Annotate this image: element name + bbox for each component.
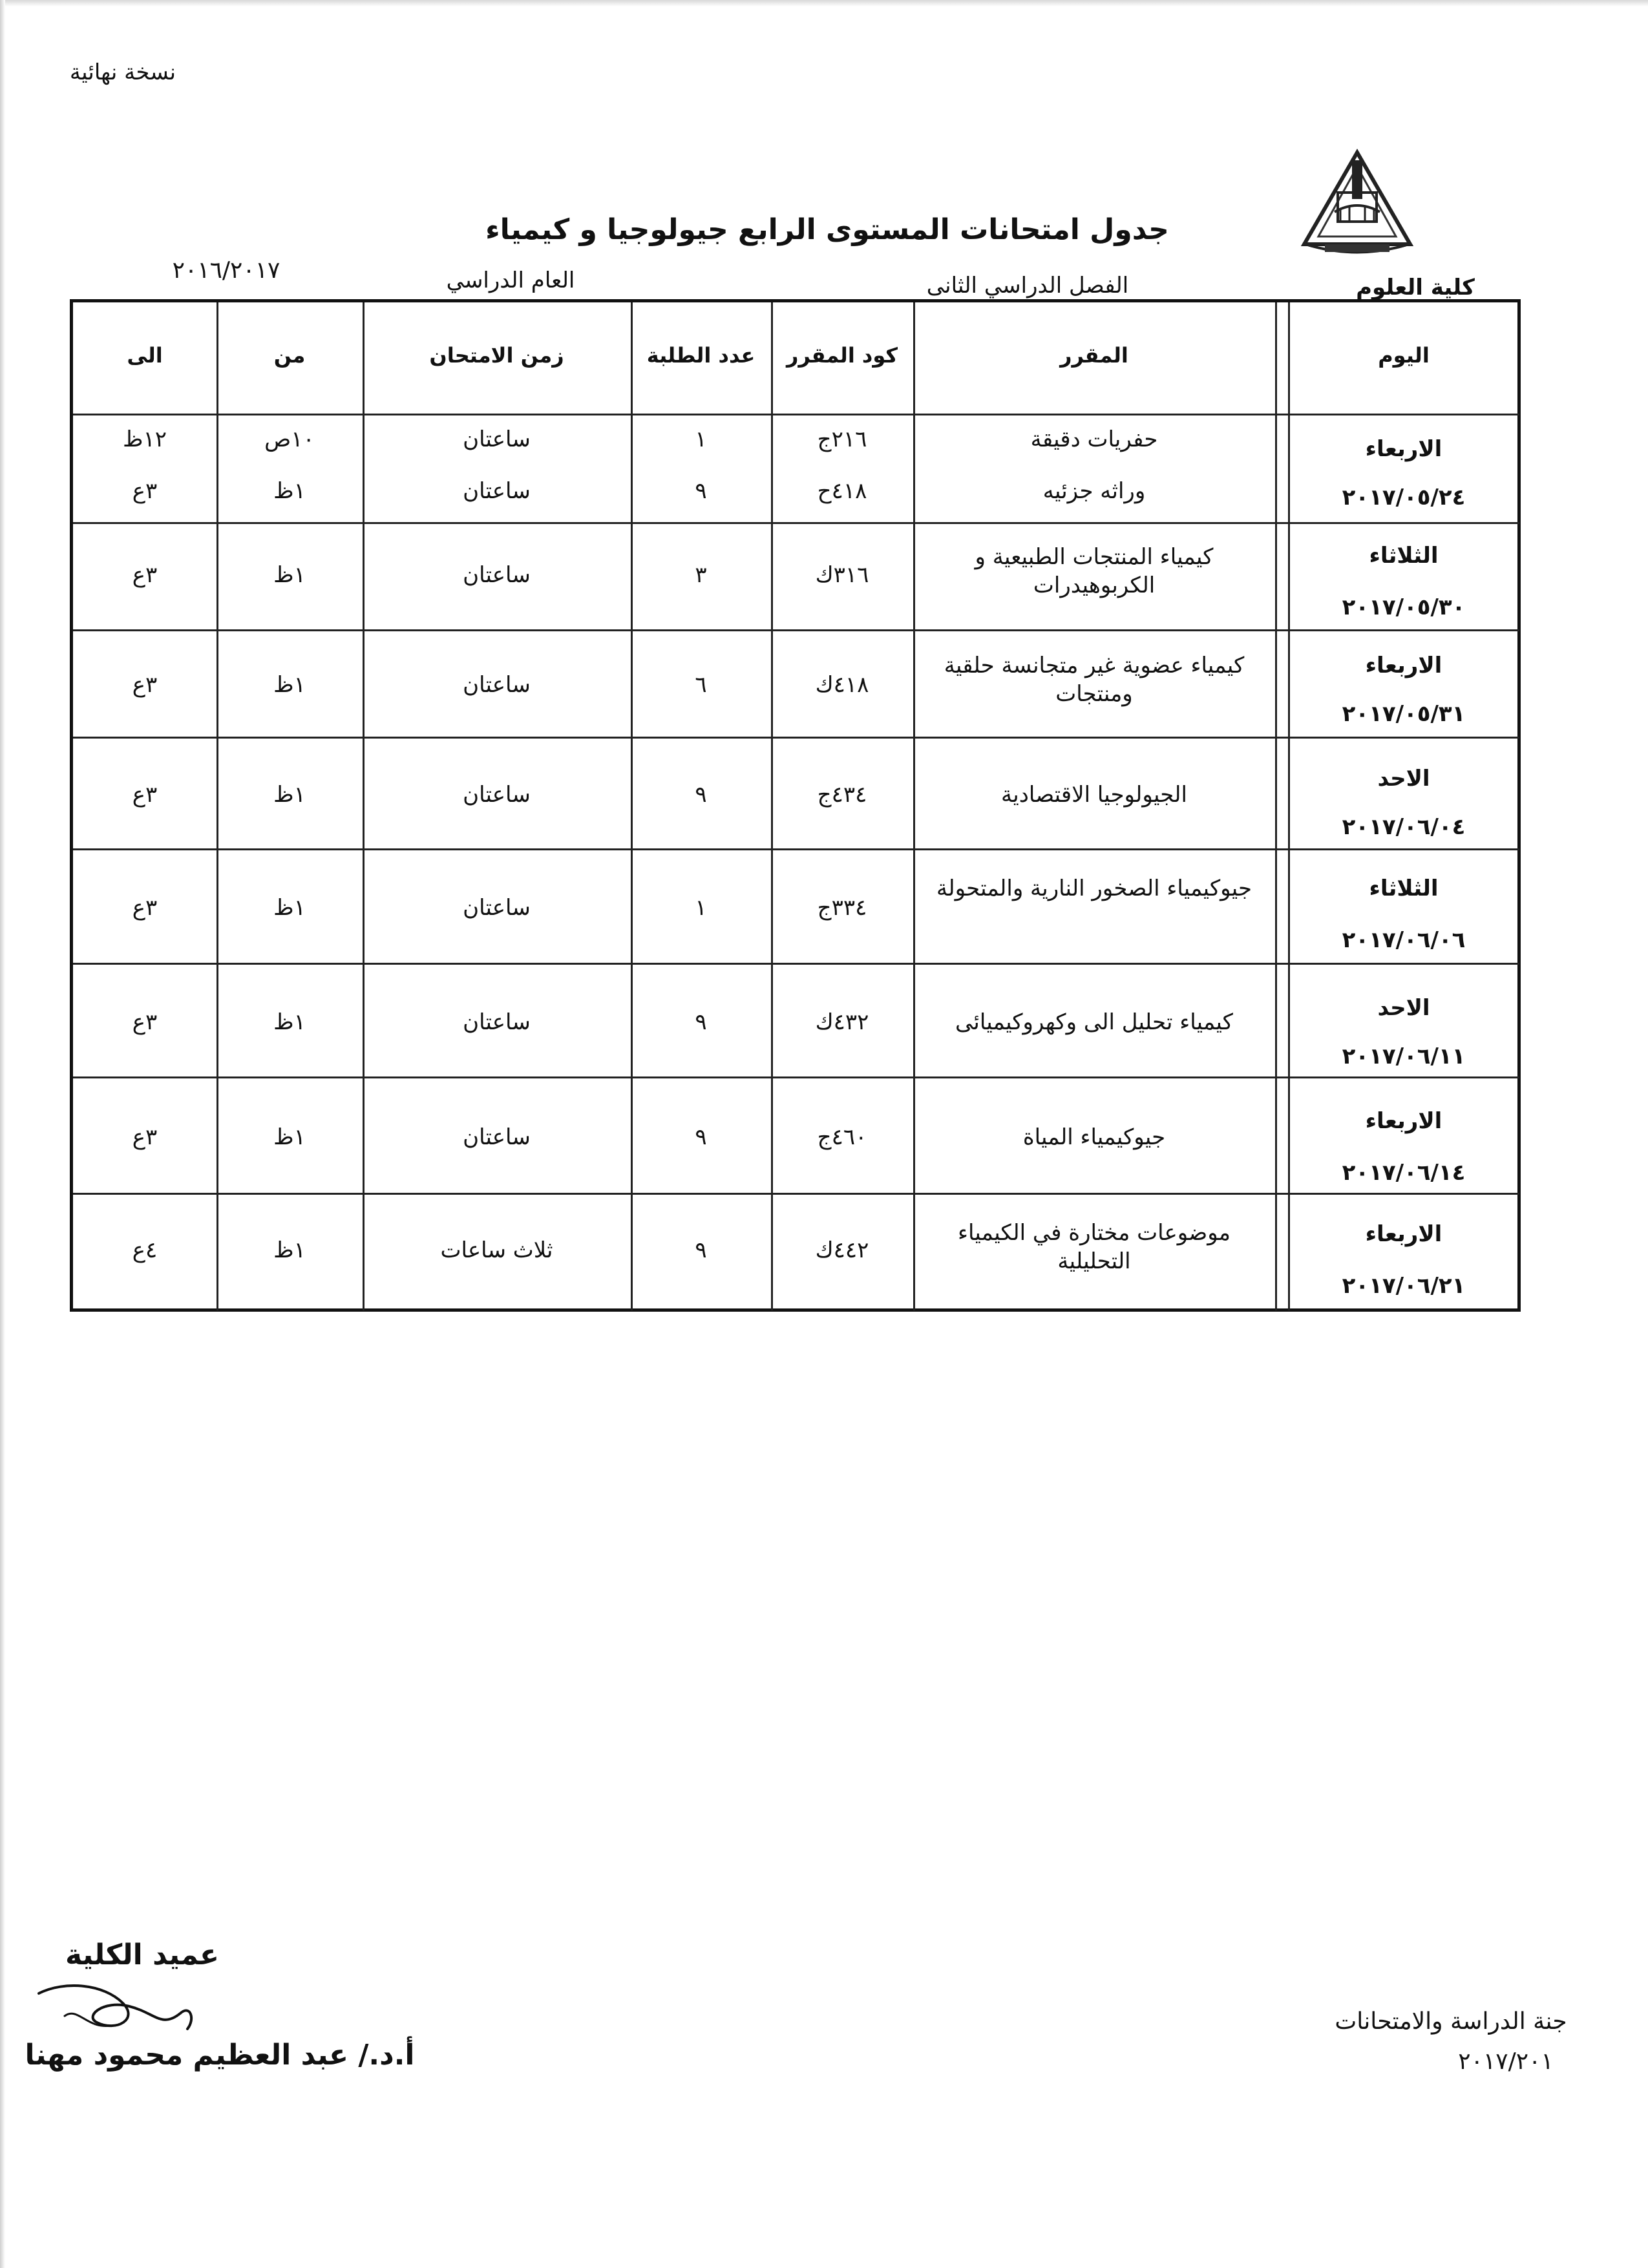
row-divider	[73, 414, 1519, 415]
exam-schedule-table	[70, 299, 1521, 1312]
dean-name: أ.د./ عبد العظيم محمود مهنا	[25, 2039, 415, 2072]
row-date: ٢٠١٧/٠٦/١١	[1342, 1044, 1466, 1069]
row-divider	[73, 1193, 1519, 1195]
row-day: الاحد	[1377, 766, 1430, 792]
row-day: الثلاثاء	[1369, 543, 1439, 569]
student-count: ١	[695, 426, 707, 452]
exam-duration: ساعتان	[463, 895, 531, 921]
row-divider	[73, 629, 1519, 631]
course-name: جيوكيمياء الصخور النارية والمتحولة	[936, 876, 1252, 901]
course-code: ٤٤٢ك	[815, 1237, 869, 1263]
course-name: جيوكيمياء المياة	[1022, 1124, 1166, 1150]
row-date: ٢٠١٧/٠٦/٠٤	[1342, 814, 1466, 840]
scan-edge-left	[0, 0, 5, 2268]
exam-duration: ساعتان	[463, 426, 531, 452]
end-time: ٣ع	[132, 782, 158, 808]
course-code: ٢١٦ج	[817, 426, 867, 452]
row-day: الاربعاء	[1365, 653, 1442, 678]
course-code: ٣٣٤ج	[817, 895, 867, 921]
academic-year-label: العام الدراسي	[446, 268, 575, 293]
university-logo-icon	[1299, 147, 1415, 267]
start-time: ١ظ	[273, 562, 306, 588]
header-day: اليوم	[1378, 343, 1430, 368]
course-name: موضوعات مختارة في الكيمياء التحليلية	[958, 1220, 1231, 1275]
start-time: ١٠ص	[264, 426, 315, 452]
end-time: ٣ع	[132, 672, 158, 698]
row-day: الاربعاء	[1365, 1108, 1442, 1134]
student-count: ٩	[695, 478, 707, 504]
end-time: ٣ع	[132, 1009, 158, 1035]
row-day: الاربعاء	[1365, 1221, 1442, 1247]
start-time: ١ظ	[273, 672, 306, 698]
row-divider	[73, 522, 1519, 524]
row-date: ٢٠١٧/٠٦/٠٦	[1342, 927, 1466, 953]
student-count: ٩	[695, 1124, 707, 1150]
row-day: الاربعاء	[1365, 436, 1442, 462]
header-code: كود المقرر	[786, 343, 898, 368]
dean-title: عميد الكلية	[65, 1938, 220, 1971]
header-course: المقرر	[1060, 343, 1128, 368]
exam-duration: ساعتان	[463, 672, 531, 698]
row-divider	[73, 1076, 1519, 1078]
end-time: ١٢ظ	[123, 426, 167, 452]
row-day: الثلاثاء	[1369, 876, 1439, 901]
student-count: ٩	[695, 1237, 707, 1263]
course-code: ٤٦٠ج	[817, 1124, 867, 1150]
start-time: ١ظ	[273, 1237, 306, 1263]
exam-duration: ساعتان	[463, 562, 531, 588]
start-time: ١ظ	[273, 478, 306, 504]
exam-duration: ساعتان	[463, 1009, 531, 1035]
course-name: كيمياء عضوية غير متجانسة حلقية ومنتجات	[944, 653, 1245, 708]
header-to: الى	[127, 343, 163, 368]
start-time: ١ظ	[273, 1009, 306, 1035]
semester-label: الفصل الدراسي الثانى	[926, 273, 1129, 299]
academic-year: ٢٠١٦/٢٠١٧	[172, 257, 280, 284]
end-time: ٣ع	[132, 895, 158, 921]
committee-date: ٢٠١٧/٢٠١	[1458, 2048, 1554, 2075]
row-date: ٢٠١٧/٠٦/٢١	[1342, 1273, 1466, 1299]
student-count: ٦	[695, 672, 707, 698]
course-code: ٤١٨ك	[815, 672, 869, 698]
course-name: حفريات دقيقة	[1030, 426, 1158, 452]
end-time: ٣ع	[132, 1124, 158, 1150]
row-date: ٢٠١٧/٠٦/١٤	[1342, 1160, 1466, 1186]
faculty-name: كلية العلوم	[1356, 275, 1475, 300]
row-day: الاحد	[1377, 995, 1430, 1021]
row-divider	[73, 737, 1519, 739]
row-divider	[73, 963, 1519, 965]
end-time: ٤ع	[132, 1237, 158, 1263]
student-count: ٣	[695, 562, 707, 588]
column-divider	[1275, 302, 1277, 1310]
row-date: ٢٠١٧/٠٥/٣١	[1342, 701, 1466, 727]
student-count: ١	[695, 895, 707, 921]
course-code: ٤٣٤ج	[817, 782, 867, 808]
end-time: ٣ع	[132, 562, 158, 588]
start-time: ١ظ	[273, 782, 306, 808]
course-code: ٣١٦ك	[815, 562, 869, 588]
course-code: ٤٣٢ك	[815, 1009, 869, 1035]
start-time: ١ظ	[273, 895, 306, 921]
row-date: ٢٠١٧/٠٥/٢٤	[1342, 485, 1466, 510]
header-duration: زمن الامتحان	[429, 343, 564, 368]
row-date: ٢٠١٧/٠٥/٣٠	[1342, 594, 1466, 620]
start-time: ١ظ	[273, 1124, 306, 1150]
course-name: كيمياء المنتجات الطبيعية و الكربوهيدرات	[975, 544, 1214, 599]
exam-duration: ثلاث ساعات	[440, 1237, 553, 1263]
student-count: ٩	[695, 782, 707, 808]
course-code: ٤١٨ح	[817, 478, 867, 504]
scan-edge-top	[0, 0, 1648, 6]
course-name: وراثه جزئيه	[1042, 478, 1146, 504]
committee-name: جنة الدراسة والامتحانات	[1335, 2008, 1567, 2035]
course-name: الجيولوجيا الاقتصادية	[1001, 782, 1187, 808]
header-students: عدد الطلبة	[646, 343, 755, 368]
student-count: ٩	[695, 1009, 707, 1035]
course-name: كيمياء تحليل الى وكهروكيميائى	[955, 1009, 1233, 1035]
header-from: من	[273, 343, 306, 368]
row-divider	[73, 848, 1519, 850]
exam-duration: ساعتان	[463, 1124, 531, 1150]
end-time: ٣ع	[132, 478, 158, 504]
exam-duration: ساعتان	[463, 782, 531, 808]
final-version-note: نسخة نهائية	[69, 59, 176, 85]
page-title: جدول امتحانات المستوى الرابع جيولوجيا و كيمياء	[485, 213, 1169, 246]
exam-duration: ساعتان	[463, 478, 531, 504]
